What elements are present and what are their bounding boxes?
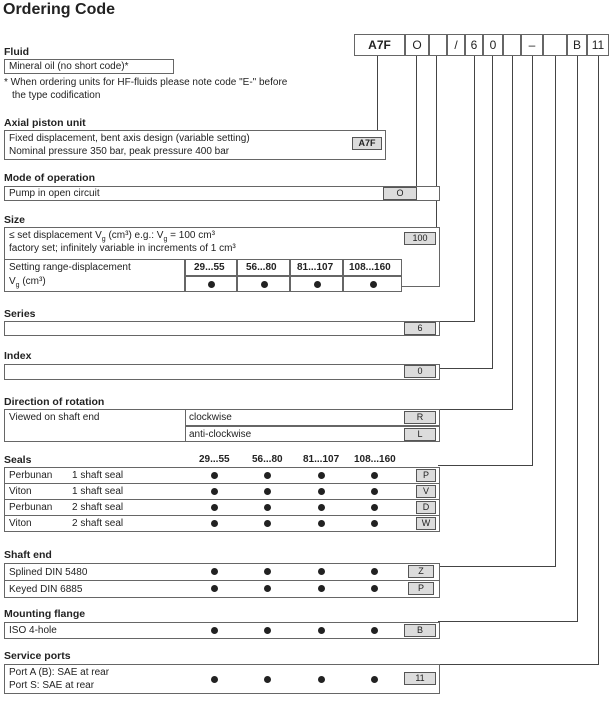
ports-dot [318,676,325,683]
size-range-head-1 [185,259,237,276]
connector-index [492,56,493,369]
index-code: 0 [404,365,436,378]
axial-box [4,130,386,160]
mode-text: Pump in open circuit [9,188,100,199]
axial-line-1: Fixed displacement, bent axis design (variable setting) [9,133,250,144]
code-cell-7 [503,34,521,56]
size-heading: Size [4,214,26,226]
ports-dot [211,676,218,683]
ports-line-1: Port A (B): SAE at rear [9,667,110,678]
size-dot-cell-4 [343,276,402,292]
flange-dot [264,627,271,634]
connector-seals [532,56,533,466]
rotation-option-clockwise [185,409,440,426]
fluid-box [4,59,174,74]
connector-rotation [512,56,513,410]
seal-material: Perbunan [9,470,53,481]
rotation-heading: Direction of rotation [4,396,105,408]
shaft-text: Keyed DIN 6885 [9,584,83,595]
size-range-head-3 [290,259,343,276]
shaft-code: P [408,582,434,595]
code-cell-4: / [447,34,465,56]
ports-line-2: Port S: SAE at rear [9,680,95,691]
connector-series-h [438,321,475,322]
flange-dot [211,627,218,634]
size-range-head-2 [237,259,290,276]
connector-size [436,56,437,240]
connector-ports [598,56,599,665]
code-cell-11: 11 [587,34,609,56]
connector-index-h [438,368,493,369]
ports-dot [264,676,271,683]
seal-count: 2 shaft seal [72,518,124,529]
seal-material: Viton [9,486,32,497]
connector-series [474,56,475,322]
size-dot [261,281,268,288]
seal-dot [264,488,271,495]
rotation-label: Viewed on shaft end [9,412,100,423]
size-range-label-1: Setting range-displacement [9,262,131,273]
seal-dot [371,504,378,511]
connector-rotation-h [438,409,513,410]
rotation-option-anticlockwise [185,426,440,442]
connector-flange-h [438,621,578,622]
series-code: 6 [404,322,436,335]
seal-dot [211,488,218,495]
fluid-note-1: * When ordering units for HF-fluids please note code "E-" before [4,77,288,88]
shaft-dot [371,568,378,575]
series-heading: Series [4,308,36,320]
code-cell-8: – [521,34,543,56]
rotation-option-text-1: clockwise [189,412,232,423]
size-range-text-1: 29...55 [194,262,225,273]
rotation-code-r: R [404,411,436,424]
seals-col-4: 108...160 [354,454,396,465]
seals-col-1: 29...55 [199,454,230,465]
series-box [4,321,440,336]
seal-count: 1 shaft seal [72,470,124,481]
seal-dot [211,520,218,527]
size-dot-cell-1 [185,276,237,292]
shaft-text: Splined DIN 5480 [9,567,88,578]
size-dot-cell-2 [237,276,290,292]
seal-count: 1 shaft seal [72,486,124,497]
connector-shaft [555,56,556,567]
connector-mode [416,56,417,188]
size-line-2: factory set; infinitely variable in increments of 1 cm³ [9,243,236,254]
fluid-heading: Fluid [4,46,30,58]
size-range-text-4: 108...160 [349,262,391,273]
flange-dot [318,627,325,634]
seal-code: D [416,501,436,514]
fluid-text: Mineral oil (no short code)* [9,61,129,72]
page-title: Ordering Code [3,1,116,18]
seal-dot [371,520,378,527]
code-cell-9 [543,34,567,56]
rotation-code-l: L [404,428,436,441]
seal-dot [211,472,218,479]
ports-code: 11 [404,672,436,685]
seals-col-2: 56...80 [252,454,283,465]
seal-material: Viton [9,518,32,529]
code-cell-1: A7F [354,34,405,56]
code-cell-5: 6 [465,34,483,56]
connector-axial [377,56,378,136]
axial-heading: Axial piston unit [4,117,86,129]
shaft-dot [318,585,325,592]
shaft-dot [264,585,271,592]
code-cell-10: B [567,34,587,56]
seal-dot [318,504,325,511]
ports-dot [371,676,378,683]
seal-dot [264,504,271,511]
seals-col-3: 81...107 [303,454,340,465]
size-range-text-3: 81...107 [297,262,334,273]
seal-code: P [416,469,436,482]
shaft-dot [211,568,218,575]
fluid-note-2: the type codification [12,90,101,101]
mode-heading: Mode of operation [4,172,95,184]
seal-dot [211,504,218,511]
connector-seals-h [438,465,533,466]
seal-dot [371,472,378,479]
shaft-code: Z [408,565,434,578]
code-cell-3 [429,34,447,56]
size-dot [208,281,215,288]
size-range-label-2: $V_g$ (cm³) [9,276,46,289]
flange-dot [371,627,378,634]
index-box [4,364,440,380]
connector-ports-h [438,664,599,665]
size-dot [314,281,321,288]
shaft-heading: Shaft end [4,549,52,561]
seal-dot [371,488,378,495]
shaft-dot [318,568,325,575]
seal-code: V [416,485,436,498]
shaft-dot [211,585,218,592]
connector-shaft-h [438,566,556,567]
size-range-text-2: 56...80 [246,262,277,273]
connector-flange [577,56,578,622]
seal-dot [264,472,271,479]
index-heading: Index [4,350,32,362]
shaft-dot [371,585,378,592]
size-dot [370,281,377,288]
seal-count: 2 shaft seal [72,502,124,513]
ports-heading: Service ports [4,650,71,662]
shaft-dot [264,568,271,575]
size-range-head-4 [343,259,402,276]
flange-heading: Mounting flange [4,608,86,620]
code-cell-2: O [405,34,429,56]
size-line-1: ≤ set displacement $V_g$ (cm³) e.g.: $V_g = 100$ cm³ [9,230,215,243]
seal-dot [318,488,325,495]
size-code: 100 [404,232,436,245]
flange-text: ISO 4-hole [9,625,57,636]
size-dot-cell-3 [290,276,343,292]
seal-dot [264,520,271,527]
mode-code: O [383,187,417,200]
seal-dot [318,520,325,527]
code-cell-6: 0 [483,34,503,56]
seal-code: W [416,517,436,530]
seals-heading: Seals [4,454,32,466]
seal-dot [318,472,325,479]
axial-line-2: Nominal pressure 350 bar, peak pressure 400 bar [9,146,230,157]
axial-code: A7F [352,137,382,150]
size-range-label [4,259,185,292]
mode-box [4,186,440,201]
flange-code: B [404,624,436,637]
seal-material: Perbunan [9,502,53,513]
rotation-option-text-2: anti-clockwise [189,429,252,440]
